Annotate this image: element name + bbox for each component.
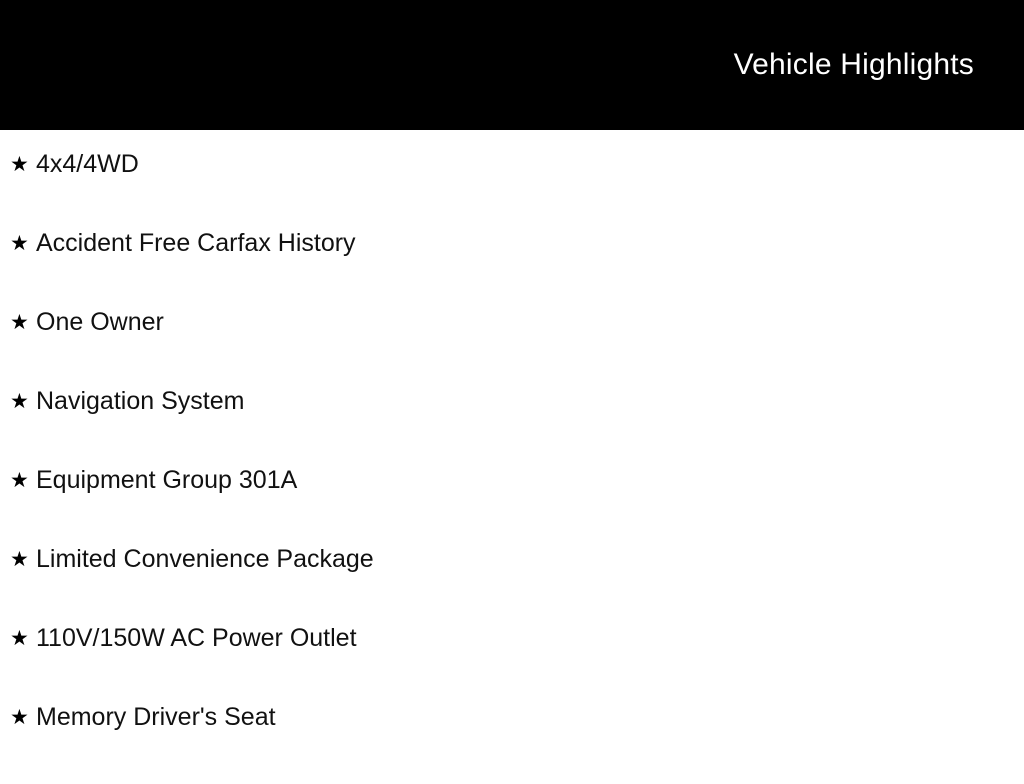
vehicle-highlights-list <box>0 130 1024 784</box>
highlight-label: 4x4/4WD <box>36 150 139 178</box>
list-item <box>0 705 1024 784</box>
highlight-label: 110V/150W AC Power Outlet <box>36 624 357 652</box>
highlight-label: Equipment Group 301A <box>36 466 298 494</box>
star-icon: ★ <box>10 232 29 255</box>
star-icon: ★ <box>10 469 29 492</box>
list-item <box>0 310 1024 389</box>
list-item <box>0 468 1024 547</box>
page-title: Vehicle Highlights <box>733 48 974 81</box>
star-icon: ★ <box>10 311 29 334</box>
highlight-label: Limited Convenience Package <box>36 545 374 573</box>
page-header <box>0 0 1024 130</box>
star-icon: ★ <box>10 627 29 650</box>
highlight-label: One Owner <box>36 308 164 336</box>
list-item <box>0 231 1024 310</box>
highlight-label: Memory Driver's Seat <box>36 703 276 731</box>
star-icon: ★ <box>10 548 29 571</box>
list-item <box>0 626 1024 705</box>
highlight-label: Navigation System <box>36 387 245 415</box>
list-item <box>0 152 1024 231</box>
star-icon: ★ <box>10 153 29 176</box>
star-icon: ★ <box>10 390 29 413</box>
star-icon: ★ <box>10 706 29 729</box>
list-item <box>0 389 1024 468</box>
highlight-label: Accident Free Carfax History <box>36 229 356 257</box>
list-item <box>0 547 1024 626</box>
